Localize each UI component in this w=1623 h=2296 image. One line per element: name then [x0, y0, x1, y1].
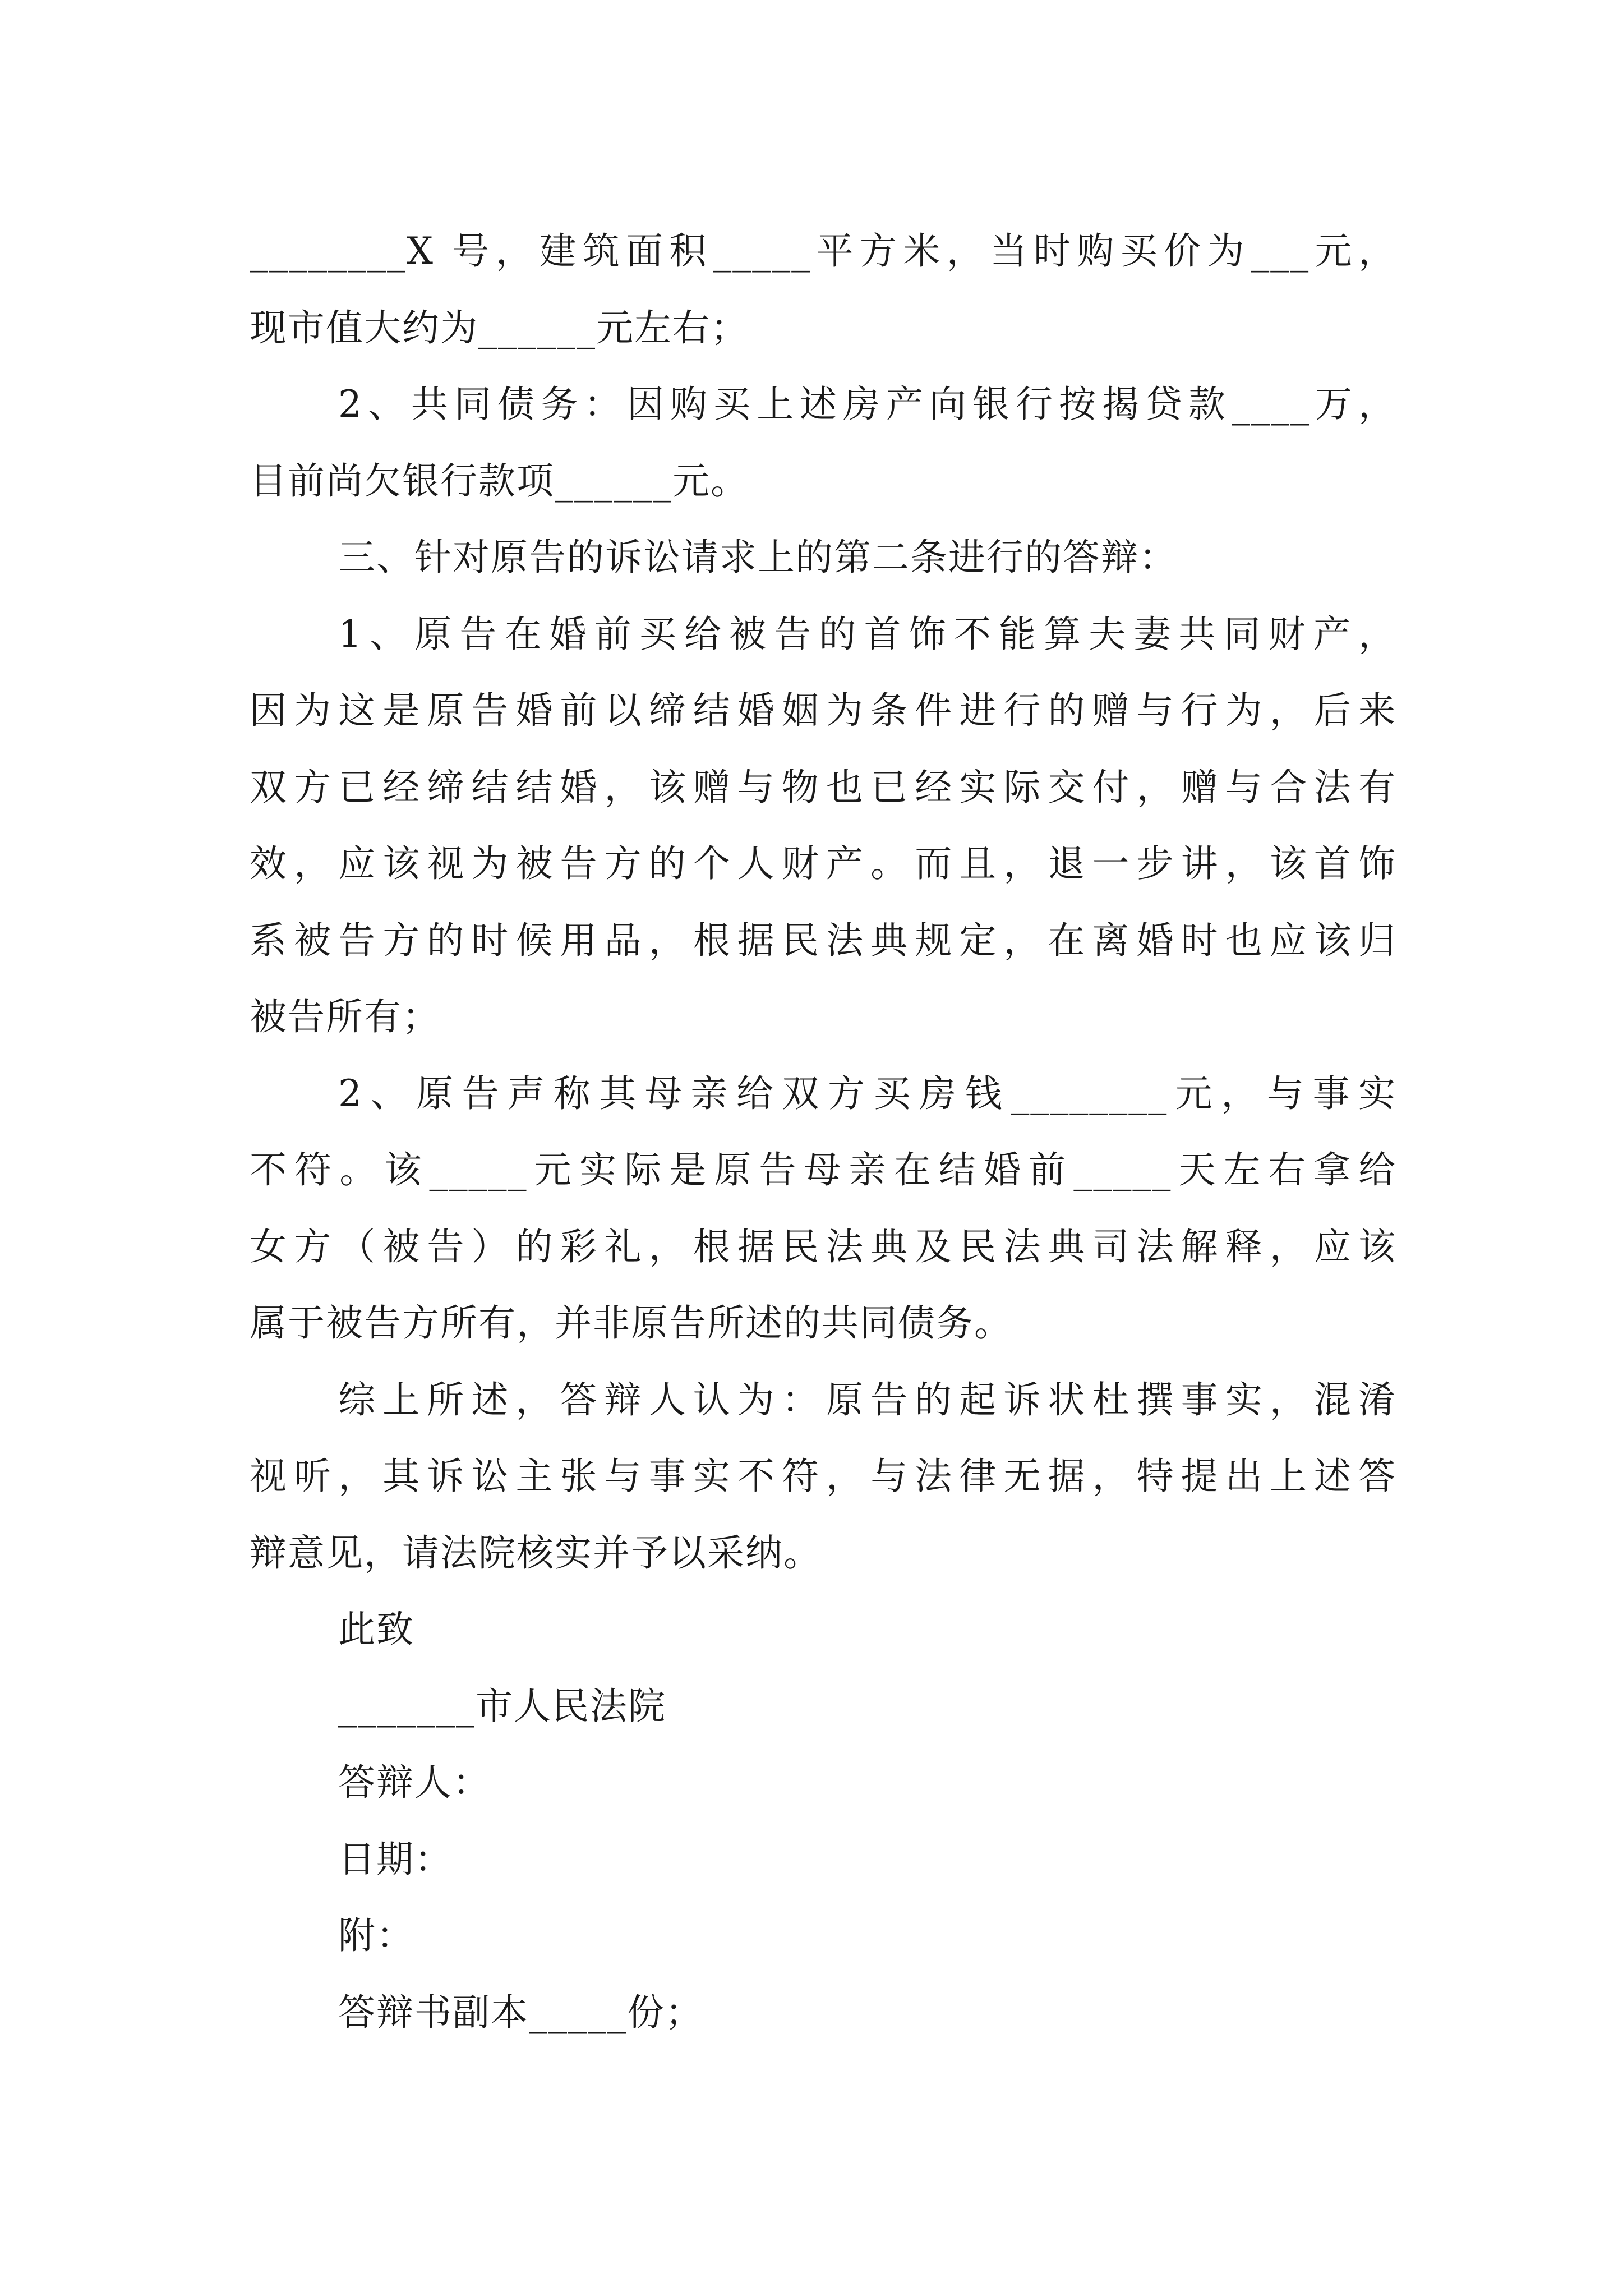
- attachment-label: 附：: [338, 1914, 414, 1957]
- text-line: ________X 号，建筑面积_____平方米，当时购买价为___元，: [250, 229, 1396, 273]
- document-body: [250, 213, 1396, 2051]
- text-line: 双方已经缔结结婚，该赠与物也已经实际交付，赠与合法有: [250, 765, 1396, 809]
- text-line: 属于被告方所有，并非原告所述的共同债务。: [250, 1301, 1012, 1345]
- text-line: 综上所述，答辩人认为：原告的起诉状杜撰事实，混淆: [338, 1378, 1396, 1421]
- text-line: 女方（被告）的彩礼，根据民法典及民法典司法解释，应该: [250, 1225, 1396, 1268]
- text-line: 1、原告在婚前买给被告的首饰不能算夫妻共同财产，: [338, 612, 1396, 656]
- respondent-label: 答辩人：: [338, 1761, 491, 1804]
- text-line: 现市值大约为______元左右；: [250, 306, 749, 349]
- section-heading: 三、针对原告的诉讼请求上的第二条进行的答辩：: [338, 536, 1177, 579]
- text-line: 视听，其诉讼主张与事实不符，与法律无据，特提出上述答: [250, 1455, 1396, 1498]
- attachment-item: 答辩书副本_____份；: [338, 1990, 703, 2034]
- court-addressee: _______市人民法院: [338, 1684, 666, 1728]
- date-label: 日期：: [338, 1837, 453, 1881]
- text-line: 辩意见，请法院核实并予以采纳。: [250, 1531, 822, 1575]
- text-line: 2、共同债务：因购买上述房产向银行按揭贷款____万，: [338, 383, 1396, 426]
- text-line: 效，应该视为被告方的个人财产。而且，退一步讲，该首饰: [250, 842, 1396, 885]
- text-line: 2、原告声称其母亲给双方买房钱________元，与事实: [338, 1071, 1396, 1115]
- text-line: 目前尚欠银行款项______元。: [250, 459, 749, 503]
- text-line: 不符。该_____元实际是原告母亲在结婚前_____天左右拿给: [250, 1148, 1396, 1191]
- text-line: 被告所有；: [250, 995, 440, 1038]
- text-line: 因为这是原告婚前以缔结婚姻为条件进行的赠与行为，后来: [250, 689, 1396, 732]
- text-line: 系被告方的时候用品，根据民法典规定，在离婚时也应该归: [250, 918, 1396, 962]
- closing-salutation: 此致: [338, 1608, 414, 1651]
